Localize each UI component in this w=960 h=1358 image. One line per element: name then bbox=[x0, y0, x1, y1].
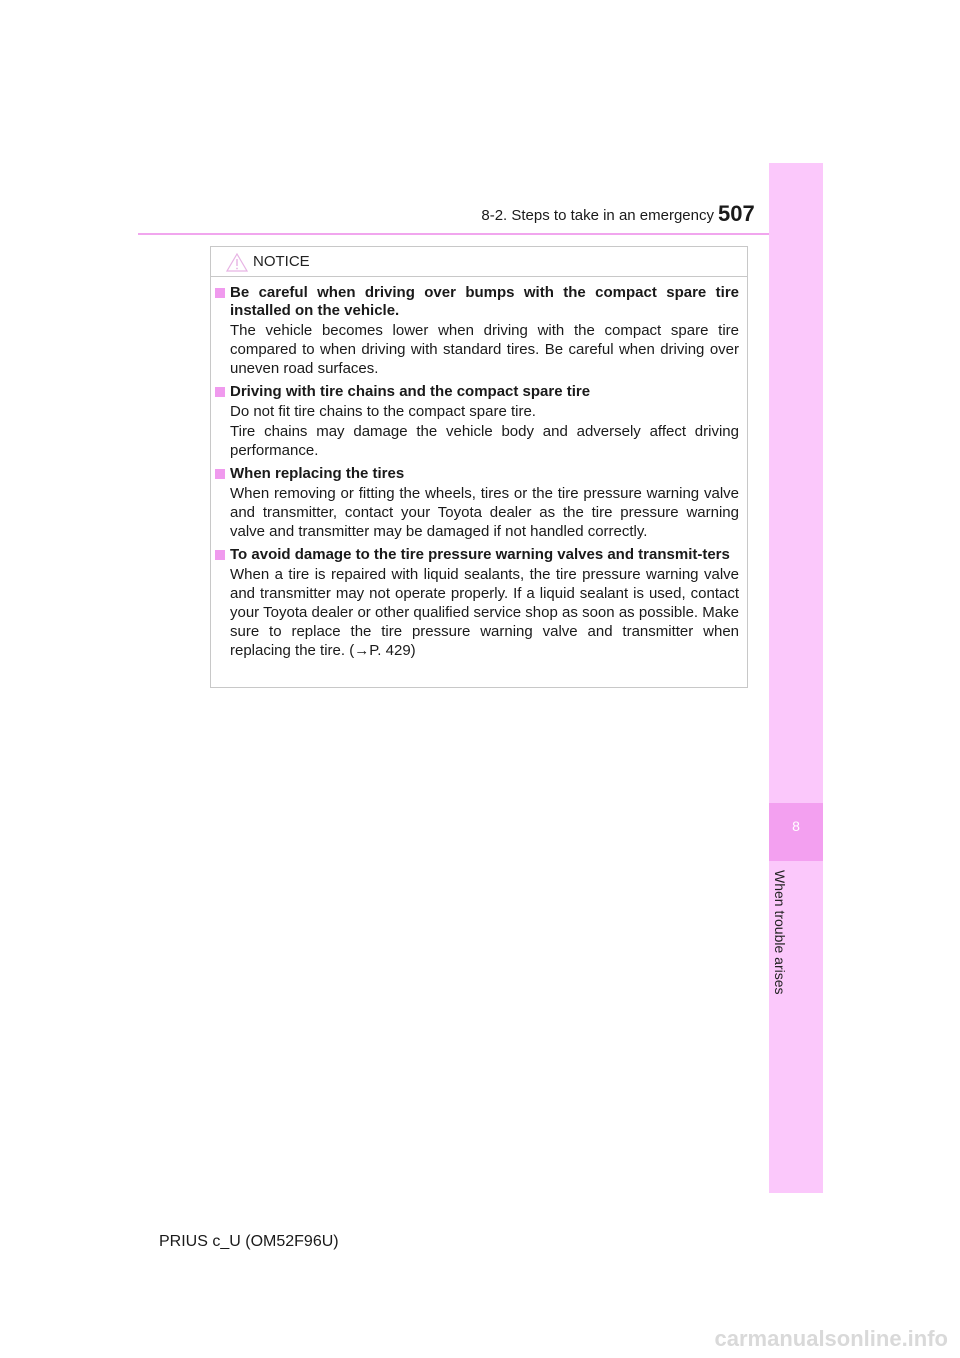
notice-item bbox=[215, 465, 739, 541]
chapter-side-tab bbox=[769, 163, 823, 1193]
notice-item bbox=[215, 383, 739, 460]
square-bullet-icon bbox=[215, 387, 225, 397]
notice-item bbox=[215, 284, 739, 378]
notice-title: NOTICE bbox=[253, 253, 310, 270]
notice-item-text: When a tire is repaired with liquid sealants, the tire pressure warning valve and transmitter may not operate properly. If a liquid sealant is used, contact your Toyota dealer or other qualified service shop as soon as possible. Make sure to replace the tire pressure warning valve and transmitter when replacing the tire. (→P. 429) bbox=[230, 566, 739, 659]
chapter-label: When trouble arises bbox=[772, 870, 788, 995]
page-number: 507 bbox=[718, 201, 755, 226]
footer-model: PRIUS c_U (OM52F96U) bbox=[159, 1233, 339, 1250]
notice-item-heading: To avoid damage to the tire pressure warning valves and transmit-ters bbox=[230, 546, 730, 563]
section-title: 8-2. Steps to take in an emergency bbox=[481, 207, 714, 224]
chapter-number: 8 bbox=[792, 818, 800, 834]
notice-body bbox=[211, 277, 747, 660]
notice-item-heading: Be careful when driving over bumps with the compact spare tire installed on the vehicle. bbox=[230, 284, 739, 319]
square-bullet-icon bbox=[215, 550, 225, 560]
header-divider bbox=[138, 233, 823, 235]
notice-item bbox=[215, 546, 739, 660]
notice-item-heading: When replacing the tires bbox=[230, 465, 405, 482]
notice-header bbox=[211, 247, 747, 277]
notice-item-heading: Driving with tire chains and the compact spare tire bbox=[230, 383, 591, 400]
notice-box bbox=[210, 246, 748, 688]
notice-item-text: The vehicle becomes lower when driving with the compact spare tire compared to when driving with standard tires. Be careful when driving over uneven road surfaces. bbox=[230, 322, 739, 377]
square-bullet-icon bbox=[215, 288, 225, 298]
square-bullet-icon bbox=[215, 469, 225, 479]
notice-item-text: Tire chains may damage the vehicle body and adversely affect driving performance. bbox=[230, 423, 739, 459]
notice-item-text: When removing or fitting the wheels, tires or the tire pressure warning valve and transmitter, contact your Toyota dealer as the tire pressure warning valve and transmitter may be damaged if not handled correctly. bbox=[230, 485, 739, 540]
notice-item-text: Do not fit tire chains to the compact spare tire. bbox=[230, 403, 536, 420]
warning-triangle-icon bbox=[226, 253, 248, 277]
watermark: carmanualsonline.info bbox=[714, 1326, 948, 1351]
